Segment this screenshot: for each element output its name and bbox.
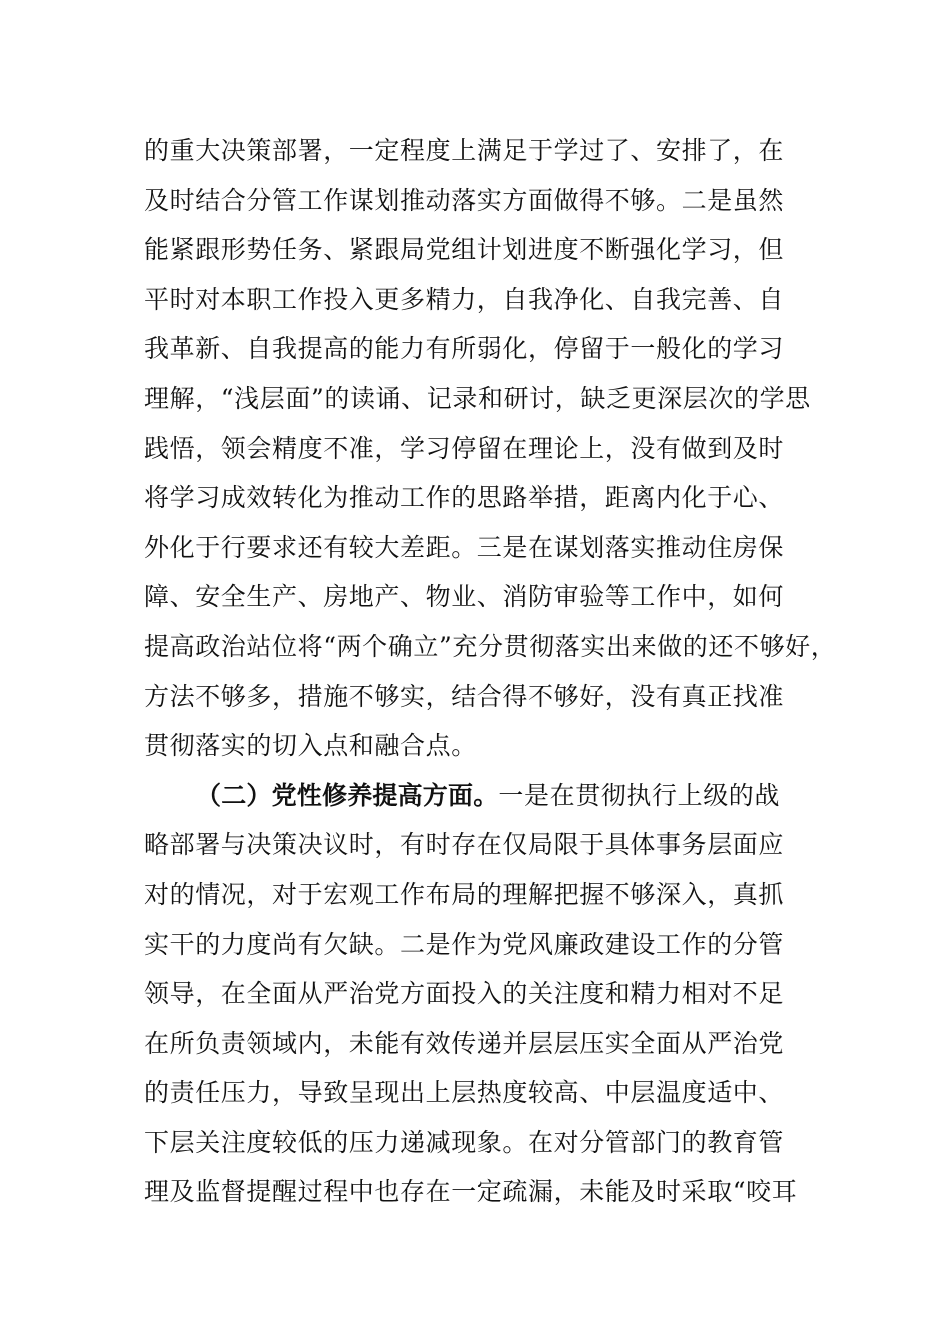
text-line: 将学习成效转化为推动工作的思路举措，距离内化于心、 bbox=[144, 483, 785, 513]
text-line: 外化于行要求还有较大差距。三是在谋划落实推动住房保 bbox=[144, 532, 785, 562]
text-line: 略部署与决策决议时，有时存在仅局限于具体事务层面应 bbox=[144, 830, 785, 860]
text-line: 障、安全生产、房地产、物业、消防审验等工作中，如何 bbox=[144, 582, 785, 612]
section-heading: （二）党性修养提高方面。 bbox=[196, 780, 499, 810]
text-line: 理及监督提醒过程中也存在一定疏漏，未能及时采取“咬耳 bbox=[144, 1177, 798, 1207]
text-line: 践悟，领会精度不准，学习停留在理论上，没有做到及时 bbox=[144, 433, 785, 463]
paragraph-2 bbox=[144, 771, 844, 1217]
text-span: 一是在贯彻执行上级的战 bbox=[498, 780, 781, 810]
text-line: 的责任压力，导致呈现出上层热度较高、中层温度适中、 bbox=[144, 1078, 785, 1108]
paragraph-2-first-line bbox=[144, 771, 844, 821]
text-line: 的重大决策部署，一定程度上满足于学过了、安排了，在 bbox=[144, 136, 785, 165]
paragraph-1 bbox=[144, 126, 844, 771]
text-line: 方法不够多，措施不够实，结合得不够好，没有真正找准 bbox=[144, 681, 785, 711]
text-line: 实干的力度尚有欠缺。二是作为党风廉政建设工作的分管 bbox=[144, 929, 785, 959]
text-line: 平时对本职工作投入更多精力，自我净化、自我完善、自 bbox=[144, 284, 785, 314]
text-line: 及时结合分管工作谋划推动落实方面做得不够。二是虽然 bbox=[144, 185, 785, 215]
text-line: 下层关注度较低的压力递减现象。在对分管部门的教育管 bbox=[144, 1127, 785, 1157]
document-body bbox=[144, 126, 844, 1217]
text-line: 领导，在全面从严治党方面投入的关注度和精力相对不足 bbox=[144, 979, 785, 1009]
text-line: 我革新、自我提高的能力有所弱化，停留于一般化的学习 bbox=[144, 334, 785, 364]
text-line: 对的情况，对于宏观工作布局的理解把握不够深入，真抓 bbox=[144, 879, 785, 909]
text-line: 提高政治站位将“两个确立”充分贯彻落实出来做的还不够好， bbox=[144, 631, 837, 661]
text-line: 理解，“浅层面”的读诵、记录和研讨，缺乏更深层次的学思 bbox=[144, 383, 811, 413]
text-line: 贯彻落实的切入点和融合点。 bbox=[144, 731, 477, 761]
text-line: 在所负责领域内，未能有效传递并层层压实全面从严治党 bbox=[144, 1028, 785, 1058]
text-line: 能紧跟形势任务、紧跟局党组计划进度不断强化学习，但 bbox=[144, 235, 785, 265]
